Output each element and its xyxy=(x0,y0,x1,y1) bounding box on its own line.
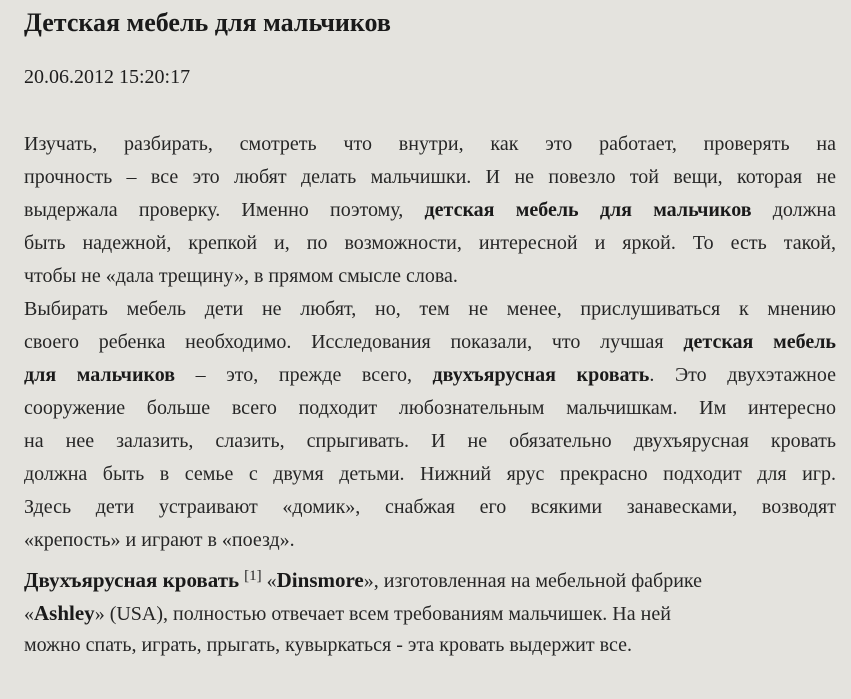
p1-line-2: прочность – все это любят делать мальчишки. И не повезло той вещи, которая не xyxy=(24,166,836,188)
keyword-bold: Двухъярусная кровать xyxy=(24,568,240,592)
p3-line-2: «Ashley» (USA), полностью отвечает всем требованиям мальчишек. На ней xyxy=(24,601,671,625)
keyword-bold: для мальчиков xyxy=(24,364,176,386)
p2-line-1: Выбирать мебель дети не любят, но, тем не менее, прислушиваться к мнению xyxy=(24,298,836,320)
p2-line-8: «крепость» и играют в «поезд». xyxy=(24,529,295,551)
brand-name: Dinsmore xyxy=(276,568,364,592)
p1-line-4: быть надежной, крепкой и, по возможности, интересной и яркой. То есть такой, xyxy=(24,232,836,254)
p1-line-1: Изучать, разбирать, смотреть что внутри, как это работает, проверять на xyxy=(24,133,836,155)
p2-line-6: должна быть в семье с двумя детьми. Нижний ярус прекрасно подходит для игр. xyxy=(24,463,836,485)
p2-line-4: сооружение больше всего подходит любознательным мальчишкам. Им интересно xyxy=(24,397,836,419)
p2-line-2: своего ребенка необходимо. Исследования показали, что лучшая детская мебель xyxy=(24,331,837,353)
keyword-bold: детская мебель xyxy=(683,331,837,353)
p2-line-5: на нее залазить, слазить, спрыгивать. И не обязательно двухъярусная кровать xyxy=(24,430,836,452)
keyword-bold: детская мебель для мальчиков xyxy=(424,199,752,221)
p1-line-5: чтобы не «дала трещину», в прямом смысле слова. xyxy=(24,265,458,287)
publish-date: 20.06.2012 15:20:17 xyxy=(24,66,191,88)
p3-line-1: Двухъярусная кровать [1] «Dinsmore», изготовленная на мебельной фабрике xyxy=(24,568,703,592)
brand-name: Ashley xyxy=(34,601,95,625)
p3-line-3: можно спать, играть, прыгать, кувыркаться - эта кровать выдержит все. xyxy=(24,634,632,656)
p2-line-7: Здесь дети устраивают «домик», снабжая его всякими занавесками, возводят xyxy=(24,496,836,518)
keyword-bold: двухъярусная кровать xyxy=(432,364,650,386)
p1-line-3: выдержала проверку. Именно поэтому, детская мебель для мальчиков должна xyxy=(24,199,837,221)
page-title: Детская мебель для мальчиков xyxy=(24,8,391,37)
p2-line-3: для мальчиков – это, прежде всего, двухъярусная кровать. Это двухэтажное xyxy=(24,364,837,386)
footnote-ref[interactable]: [1] xyxy=(244,568,262,584)
